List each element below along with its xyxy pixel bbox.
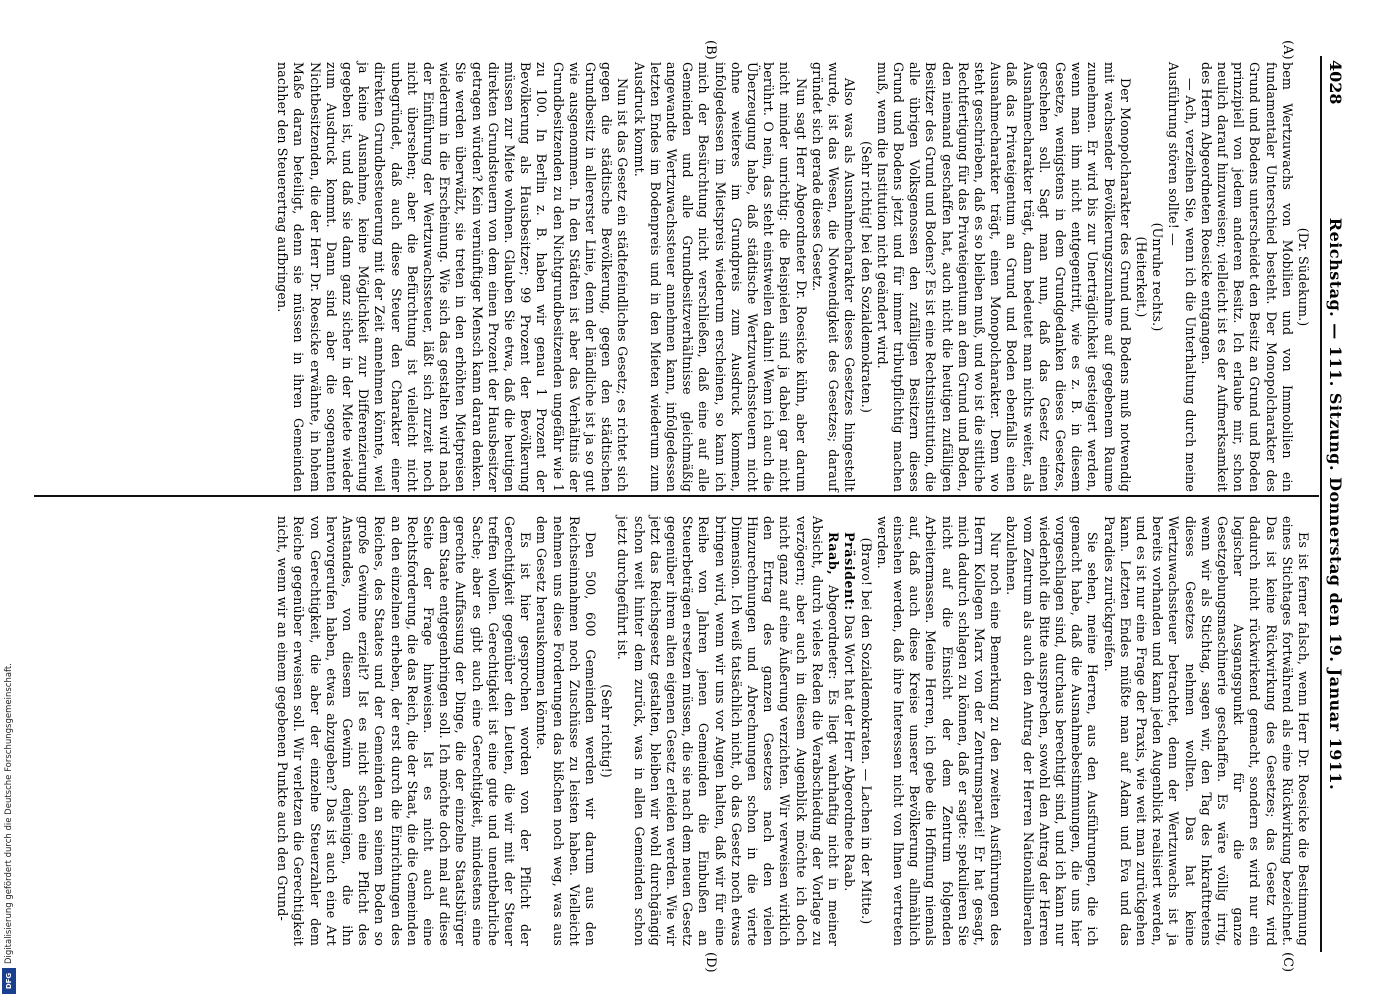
interjection: (Bravo! bei den Sozialdemokraten. — Lachen in der Mitte.) xyxy=(858,537,874,925)
margin-mark-a: (A) xyxy=(1280,40,1295,60)
speaker-paragraph xyxy=(841,516,857,946)
speaker-reference: (Dr. Südekum.) xyxy=(1296,227,1311,327)
paragraph: Also was als Ausnahmecharakter dieses Gesetzes hingestellt wurde, ist das Wesen, die Notwendigkeit des Gesetzes; darauf gründet sich gerade dieses Gesetz. xyxy=(809,62,858,492)
speaker-text: Das Wort hat der Herr Abgeordnete Raab. xyxy=(842,614,858,892)
paragraph: Nur noch eine Bemerkung zu den zweiten Ausführungen des Herrn Kollegen Marx von der Zentrumspartei! Er hat gesagt, mich dadurch schlagen zu können, daß er sagte: spekulieren Sie nicht auf die Einsicht der dem Zentrum folgenden Arbeitermassen. Meine Herren, ich gebe die Hoffnung niemals auf, daß auch diese Kreise unserer Bevölkerung allmählich einsehen werden, daß ihre Interessen nicht von Ihnen vertreten werden. xyxy=(874,516,1004,946)
left-column xyxy=(274,62,1311,492)
paragraph: Nun sagt Herr Abgeordneter Dr. Roesicke kühn, aber darum nicht minder unrichtig: die Beispielen sind ja dabei gar nicht berührt. O nein, das steht einstweilen dahin! Wenn ich auch die Überzeugung habe, daß städtische Wertzuwachssteuern nicht ohne weiteres im Grundpreis zum Ausdruck kommen, infolgedessen im Mietspreis wiederum erscheinen, so kann ich mich der Besürchtung nicht verschließen, daß eine auf alle Gemeinden und alle Grundbesitzverhältnisse gleichmäßig angewandte Wertzuwachssteuer annehmen kann, infolgedessen letzten Endes im Bodenpreis und in den Mieten wiederum zum Ausdruck kommt. xyxy=(631,62,809,492)
paragraph: Sie sehen, meine Herren, aus den Ausführungen, die ich gemacht habe, daß die Ausnahmebestimmungen, die uns hier vorgeschlagen sind, durchaus berechtigt sind, und ich kann nur wiederholt die Bitte aussprechen, sowohl den Antrag der Herren vom Zentrum als auch den Antrag der Herren Nationalliberalen abzulehnen. xyxy=(1004,516,1101,946)
paragraph: Es ist hier gesprochen worden von der Pflicht der Gerechtigkeit gegenüber den Leuten, die wir mit der Steuer treffen wollen. Gerechtigkeit ist eine gute und unentbehrliche Sache; aber es gibt auch eine Gerechtigkeit, mindestens eine gerechte Auffassung der Dinge, die der einzelne Staatsbürger dem Staate entgegenbringen soll. Ich möchte doch mal auf diese Seite der Frage hinweisen. Ist es nicht auch eine Rechtsforderung, die das Reich, die der Staat, die die Gemeinden an den einzelnen erheben, der erst durch die Einrichtungen des Reiches, des Staates und der Gemeinden an seinem Boden so große Gewinne erzielt? Ist es nicht schon eine Pflicht des Anstandes, von diesem Gewinn denjenigen, die ihn hervorgerufen haben, etwas abzugeben? Das ist auch eine Art von Gerechtigkeit, die aber der einzelne Steuerzahler dem Reiche gegenüber erweisen soll. Wir verletzen die Gerechtigkeit nicht, wenn wir an einem gegebenen Punkte auch den Grund- xyxy=(275,516,534,946)
page-number: 4028 xyxy=(1326,60,1345,105)
right-column xyxy=(274,516,1311,946)
margin-mark-b: (B) xyxy=(703,40,718,60)
interjection: (Unruhe rechts.) xyxy=(1150,222,1166,332)
dfg-logo-text: DFG xyxy=(5,972,13,990)
margin-mark-d: (D) xyxy=(703,952,718,973)
digitization-credit: Digitalisierung gefördert durch die Deutsche Forschungsgemeinschaft. xyxy=(4,663,14,964)
page-title: Reichstag. — 111. Sitzung. Donnerstag den 19. Januar 1911. xyxy=(1326,217,1345,791)
speaker-text: Abgeordneter: Es liegt wahrhaftig nicht in meiner Absicht, durch vieles Reden die Verabschiedung der Vorlage zu verzögern; aber auch in diesem Augenblick möchte ich doch nicht ganz auf eine Äußerung verzichten. Wir verweisen wirklich den Ertrag des ganzen Gesetzes nach den vielen Hinzurechnungen und Abrechnungen schon in die vierte Dimension. Ich weiß tatsächlich nicht, ob das Gesetz noch etwas bringen wird, wenn wir uns vor Augen halten, daß wir für eine Reihe von Jahren jenen Gemeinden die Einbußen an Steuerbeträgen ersetzen müssen, die sie nach dem neuen Gesetz gegenüber ihrem alten eigenen Gesetz erleiden werden. Wie wir jetzt das Reichsgesetz gestalten, bleiben wir wohl durchgängig schon weit hinter dem zurück, was in allen Gemeinden schon jetzt durchgeführt ist. xyxy=(615,516,842,946)
speaker-name: Raab, xyxy=(826,532,842,576)
paragraph: bem Wertzuwachs von Mobilien und von Immobilien ein fundamentaler Unterschied besteht. Der Monopolcharakter des Grund und Bodens unterscheidet den Besitz an Grund und Boden prinzipiell von jedem anderen Besitz. Ich erlaube mir, schon neulich darauf hinzuweisen; vielleicht ist es der Aufmerksamkeit des Herrn Abgeordneten Roesicke entgangen. xyxy=(1198,62,1295,492)
page-header xyxy=(1320,56,1348,952)
paragraph: Es ist ferner falsch, wenn Herr Dr. Roesicke die Bestimmung eines Stichtages fortwährend als eine Rückwirkung bezeichnet. Das ist keine Rückwirkung des Gesetzes; das Gesetz wird dadurch nicht rückwirkend gemacht, sondern es wird nur ein logischer Ausgangspunkt für die ganze Gesetzgebungsmaschinerie geschaffen. Es wäre völlig irrig, wenn wir als Stichtag, sagen wir, den Tag des Inkrafttretens dieses Gesetzes nehmen wollten. Das hat keine Wertzuwachssteuer betrachtet, denn der Wertzuwachs ist ja bereits vorhanden und kann jeden Augenblick realisiert werden, und es ist nur eine Frage der Praxis, wie weit man zurückgehen kann. Letzten Endes müßte man auf Adam und Eva und das Paradies zurückgreifen. xyxy=(1101,516,1311,946)
interjection: (Heiterkeit.) xyxy=(1133,236,1149,318)
interjection: (Sehr richtig! bei den Sozialdemokraten.) xyxy=(858,140,874,414)
paragraph: Der Monopolcharakter des Grund und Bodens muß notwendig mit wachsender Bevölkerungszunahme auf gegebenem Raume zunehmen. Er wird bis zur Unerträglichkeit gesteigert werden, wenn man ihm nicht entgegentritt, wie es z. B. in diesem Gesetze, wenigstens in dem Grundgedanken dieses Gesetzes, geschehen soll. Sagt man nun, daß das Gesetz einen Ausnahmecharakter trägt, dann bedeutet man nichts weiter, als daß das Privateigentum an Grund und Boden ebenfalls einen Ausnahmecharakter trägt, einen Monopolcharakter. Denn wo steht geschrieben, daß es so bleiben muß, und wo ist die sittliche Rechtfertigung für das Privateigentum an dem Grund und Boden, den niemand geschaffen hat, auch nicht die heutigen zufälligen Besitzer des Grund und Bodens? Es ist eine Rechtsinstitution, die alle übrigen Volksgenossen den zufälligen Besitzern dieses Grund und Bodens jetzt und für immer tributpflichtig machen muß, wenn die Institution nicht geändert wird. xyxy=(874,62,1133,492)
margin-mark-c: (C) xyxy=(1280,952,1295,973)
speaker-name: Präsident: xyxy=(842,532,858,611)
paragraph: Nun ist das Gesetz ein städtefeindliches Gesetz; es richtet sich gegen die städtische Bevölkerung, gegen den städtischen Grundbesitz in allererster Linie, denn der ländliche ist ja so gut wie ausgenommen. In den Städten ist aber das Verhältnis der Grundbesitzenden zu den Nichtgrundbesitzenden ungefähr wie 1 zu 100. In Berlin z. B. haben wir genau 1 Prozent der Bevölkerung als Hausbesitzer; 99 Prozent der Bevölkerung müssen zur Miete wohnen. Glauben Sie etwa, daß die heutigen direkten Grundsteuern von dem einen Prozent der Hausbesitzer getragen würden? Kein vernünftiger Mensch kann daran denken. Sie werden überwälzt, sie treten in den erhöhten Mietpreisen wiederum in die Erscheinung. Wie sich das gestalten wird nach der Einführung der Wertzuwachssteuer, läßt sich zurzeit noch nicht übersehen; aber die Befürchtung ist vielleicht nicht unbegründet, daß auch diese Steuer den Charakter einer direkten Grundbesteuerung mit der Zeit annehmen könnte, weil ja keine Ausnahme, keine Möglichkeit zur Differenzierung gegeben ist, und daß sie dann ganz sicher in der Miete wieder zum Ausdruck kommt. Dann sind aber die sogenannten Nichtbesitzenden, die der Herr Dr. Roesicke erwähnte, in hohem Maße daran beteiligt, denn sie müssen in ihren Gemeinden nachher den Steuerertrag aufbringen. xyxy=(275,62,631,492)
paragraph: — Ach, verzeihen Sie, wenn ich die Unterhaltung durch meine Ausführung stören sollte! — xyxy=(1166,62,1198,492)
dfg-logo xyxy=(2,968,16,994)
digitization-sidebar xyxy=(0,0,18,1000)
interjection: (Sehr richtig!) xyxy=(599,684,615,778)
speaker-paragraph xyxy=(614,516,841,946)
paragraph: Den 500, 600 Gemeinden werden wir darum aus den Reichseinnahmen noch Zuschüsse zu leisten haben. Vielleicht nehmen uns diese Forderungen das bißchen noch weg, was aus dem Gesetz herauskommen könnte. xyxy=(534,516,599,946)
column-divider xyxy=(34,495,1319,497)
